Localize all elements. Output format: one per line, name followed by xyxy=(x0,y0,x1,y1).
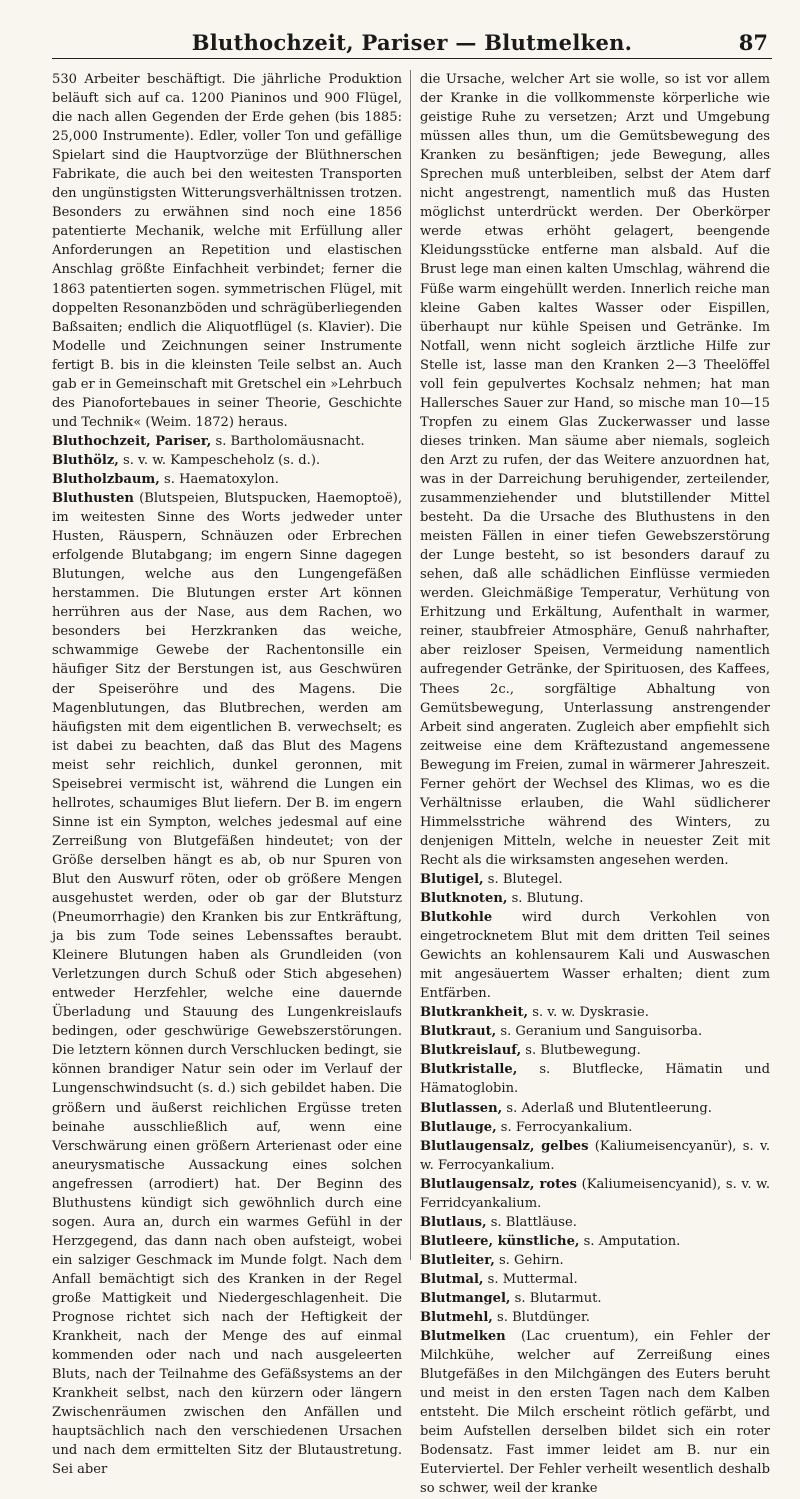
entry-text: (Blutspeien, Blutspucken, Haemoptoë), im weitesten Sinne des Worts jedweder unter Husten, Räuspern, Schnäuzen oder Erbrechen erfolgende Blutabgang; im engern Sinne dagegen Blutungen, welche aus den Lungengefäßen herstammen. Die Blutungen erster Art können herrühren aus der Nase, aus dem Rachen, wo besonders bei Herzkranken das weiche, schwammige Gewebe der Rachentonsille ein häufiger Sitz der Berstungen ist, aus Geschwüren der Speiseröhre und des Magens. Die Magenblutungen, das Blutbrechen, werden am häufigsten mit dem eigentlichen B. verwechselt; es ist dabei zu beachten, daß das Blut des Magens meist sehr reichlich, dunkel geronnen, mit Speisebrei vermischt ist, während die Lungen ein hellrotes, schaumiges Blut liefern. Der B. im engern Sinne ist ein Sympton, welches jedesmal auf eine Zerreißung von Blutgefäßen hindeutet; von der Größe derselben hängt es ab, ob nur Spuren von Blut den Auswurf röten, oder ob größere Mengen ausgehustet werden, oder ob gar der Blutsturz (Pneumorrhagie) den Kranken bis zur Entkräftung, ja bis zum Tode seines Lebenssaftes beraubt. Kleinere Blutungen haben als Grundleiden (von Verletzungen durch Schuß oder Stich abgesehen) entweder Herzfehler, welche eine dauernde Überladung und Stauung des Lungenkreislaufs bedingen, oder geschwürige Gewebszerstörungen. Die letztern können durch Verschlucken bedingt, sie können brandiger Natur sein oder im Verlauf der Lungenschwindsucht (s. d.) sich gebildet haben. Die größern und äußerst reichlichen Ergüsse treten beinahe ausschließlich auf, wenn eine Verschwärung einen größern Arterienast oder eine aneurysmatische Aussackung eines solchen angefressen (arrodiert) hat. Der Beginn des Bluthustens kündigt sich gewöhnlich durch eine sogen. Aura an, durch ein warmes Gefühl in der Herzgegend, das dann nach oben aufsteigt, wobei ein salziger Geschmack im Munde folgt. Nach dem Anfall bemächtigt sich des Kranken in der Regel große Mattigkeit und Niedergeschlagenheit. Die Prognose richtet sich nach der Heftigkeit der Krankheit, nach der Menge des auf einmal kommenden oder nach und nach ausgeleerten Bluts, nach der Teilnahme des Gefäßsystems an der Krankheit selbst, nach den kürzern oder längern Zwischenräumen zwischen den Anfällen und hauptsächlich nach den verschiedenen Ursachen und nach dem ermittelten Sitz der Blutaustretung. Sei aber xyxy=(52,491,402,1478)
entry-headword: Blutkristalle, xyxy=(420,1062,518,1078)
left-column xyxy=(52,70,402,1478)
dictionary-entry xyxy=(420,1041,770,1060)
entry-headword: Blutmal, xyxy=(420,1271,484,1287)
entry-headword: Blutholzbaum, xyxy=(52,471,160,487)
dictionary-entry xyxy=(420,1022,770,1041)
entry-headword: Bluthochzeit, Pariser, xyxy=(52,433,212,449)
dictionary-entry xyxy=(52,451,402,470)
entry-headword: Blutmangel, xyxy=(420,1291,511,1306)
entry-headword: Blutkreislauf, xyxy=(420,1043,522,1059)
right-column xyxy=(420,70,771,1497)
entry-headword: Blutkohle xyxy=(420,910,493,926)
dictionary-entry xyxy=(52,470,402,489)
entry-headword: Blutkraut, xyxy=(420,1024,497,1040)
column-divider xyxy=(410,70,411,1260)
entry-headword: Blutleere, künstliche, xyxy=(420,1233,580,1249)
dictionary-entry xyxy=(420,1289,770,1308)
entry-text: s. Amputation. xyxy=(579,1233,681,1249)
entry-headword: Blutlaugensalz, rotes xyxy=(420,1176,577,1192)
entry-text: (Lac cruentum), ein Fehler der Milchkühe, welcher auf Zerreißung eines Blutgefäßes in den Milchgängen des Euters beruht und meist in den ersten Tagen nach dem Kalben entsteht. Die Milch erscheint rötlich gefärbt, und beim Aufstellen derselben bildet sich ein roter Bodensatz. Fast immer leidet am B. nur ein Euterviertel. Der Fehler verheilt wesentlich deshalb so schwer, weil der kranke xyxy=(420,1329,770,1497)
page-number: 87 xyxy=(738,30,768,55)
entry-text: s. Geranium und Sanguisorba. xyxy=(496,1024,703,1040)
entry-text: s. Aderlaß und Blutentleerung. xyxy=(502,1100,712,1116)
entry-headword: Blutigel, xyxy=(420,871,484,887)
dictionary-entry xyxy=(420,1003,770,1022)
entry-text: s. Muttermal. xyxy=(483,1271,578,1287)
entry-text: s. Gehirn. xyxy=(494,1252,564,1268)
dictionary-entry xyxy=(420,1232,770,1251)
entry-text: s. Blutdünger. xyxy=(492,1310,590,1326)
entry-headword: Blutmehl, xyxy=(420,1310,493,1326)
entry-headword: Blutlauge, xyxy=(420,1119,497,1135)
running-head: Bluthochzeit, Pariser — Blutmelken. xyxy=(191,30,633,55)
dictionary-entry xyxy=(420,1327,770,1498)
dictionary-entry xyxy=(420,1060,770,1098)
entry-headword: Bluthölz, xyxy=(52,452,119,468)
entry-text: s. Haematoxylon. xyxy=(159,471,279,487)
dictionary-entry xyxy=(420,1137,770,1175)
dictionary-entry xyxy=(420,908,770,1003)
entry-headword: Blutleiter, xyxy=(420,1252,495,1268)
dictionary-entry xyxy=(420,1175,770,1213)
dictionary-entry xyxy=(420,1213,770,1232)
page-header xyxy=(52,28,772,59)
entry-text: s. Blutung. xyxy=(507,891,584,907)
entry-headword: Blutknoten, xyxy=(420,891,508,907)
dictionary-entry xyxy=(420,1251,770,1270)
dictionary-entry xyxy=(420,70,770,870)
dictionary-entry xyxy=(52,70,402,432)
dictionary-entry xyxy=(420,889,770,908)
entry-text: s. v. w. Kampescheholz (s. d.). xyxy=(118,452,321,468)
entry-text: s. Blutegel. xyxy=(483,871,563,887)
entry-text: (Kaliumeisencyanid), s. v. w. Ferridcyankalium. xyxy=(420,1176,771,1211)
entry-text: s. Blutbewegung. xyxy=(521,1043,641,1059)
dictionary-entry xyxy=(420,1118,770,1137)
entry-text: s. Blattläuse. xyxy=(486,1214,577,1230)
entry-headword: Bluthusten xyxy=(52,491,134,507)
entry-headword: Blutlaus, xyxy=(420,1214,487,1230)
entry-headword: Blutlaugensalz, gelbes xyxy=(420,1138,589,1154)
entry-text: (Kaliumeisencyanür), s. v. w. Ferrocyankalium. xyxy=(420,1138,770,1173)
entry-text: s. Bartholomäusnacht. xyxy=(211,433,365,449)
dictionary-entry xyxy=(52,489,402,1479)
entry-headword: Blutmelken xyxy=(420,1329,506,1345)
entry-text: wird durch Verkohlen von eingetrocknetem Blut mit dem dritten Teil seines Gewichts an kohlensaurem Kali und Auswaschen mit angesäuertem Wasser erhalten; dient zum Entfärben. xyxy=(420,910,770,1002)
dictionary-entry xyxy=(420,1099,770,1118)
entry-text: s. Blutflecke, Hämatin und Hämatoglobin. xyxy=(420,1062,770,1097)
entry-text: s. Blutarmut. xyxy=(510,1291,602,1306)
dictionary-entry xyxy=(420,1308,770,1327)
dictionary-entry xyxy=(420,870,770,889)
dictionary-entry xyxy=(420,1270,770,1289)
entry-text: s. v. w. Dyskrasie. xyxy=(528,1005,649,1021)
entry-headword: Blutkrankheit, xyxy=(420,1005,529,1021)
entry-text: 530 Arbeiter beschäftigt. Die jährliche Produktion beläuft sich auf ca. 1200 Pianinos und 900 Flügel, die nach allen Gegenden der Erde gehen (bis 1885: 25,000 Instrumente). Edler, voller Ton und gefällige Spielart sind die Hauptvorzüge der Blüthnerschen Fabrikate, die auch bei den weitesten Transporten den ungünstigsten Witterungsverhältnissen trotzen. Besonders zu erwähnen sind noch eine 1856 patentierte Mechanik, welche mit Erfüllung aller Anforderungen an Repetition und elastischen Anschlag größte Einfachheit verbindet; ferner die 1863 patentierten sogen. symmetrischen Flügel, mit doppelten Resonanzböden und schrägüberliegenden Baßsaiten; endlich die Aliquotflügel (s. Klavier). Die Modelle und Zeichnungen seiner Instrumente fertigt B. bis in die kleinsten Teile selbst an. Auch gab er in Gemeinschaft mit Gretschel ein »Lehrbuch des Pianofortebaues in seiner Theorie, Geschichte und Technik« (Weim. 1872) heraus. xyxy=(52,72,402,430)
entry-text: die Ursache, welcher Art sie wolle, so ist vor allem der Kranke in die vollkommenste körperliche wie geistige Ruhe zu versetzen; Arzt und Umgebung müssen alles thun, um die Gemütsbewegung des Kranken zu besänftigen; jede Bewegung, alles Sprechen muß unterbleiben, selbst der Atem darf nicht angestrengt, namentlich muß das Husten möglichst unterdrückt werden. Der Oberkörper werde etwas erhöht gelagert, beengende Kleidungsstücke entferne man alsbald. Auf die Brust lege man einen kalten Umschlag, während die Füße warm eingehüllt werden. Innerlich reiche man kleine Gaben kaltes Wasser oder Eispillen, überhaupt nur kühle Speisen und Getränke. Im Notfall, wenn nicht sogleich ärztliche Hilfe zur Stelle ist, lasse man den Kranken 2—3 Theelöffel voll fein gepulvertes Kochsalz nehmen; hat man Hallersches Sauer zur Hand, so mische man 10—15 Tropfen zu einem Glas Zuckerwasser und lasse dieses trinken. Man säume aber niemals, sogleich den Arzt zu rufen, der das Weitere anzuordnen hat, was in der Darreichung beruhigender, zerteilender, zusammenziehender und blutstillender Mittel besteht. Da die Ursache des Bluthustens in den meisten Fällen in einer tiefen Gewebszerstörung der Lunge besteht, so ist besonders darauf zu sehen, daß alle schädlichen Einflüsse vermieden werden. Gleichmäßige Temperatur, Verhütung von Erhitzung und Erkältung, Aufenthalt in warmer, reiner, staubfreier Atmosphäre, Genuß nahrhafter, aber reizloser Speisen, Vermeidung namentlich aufregender Getränke, der Spirituosen, des Kaffees, Thees 2c., sorgfältige Abhaltung von Gemütsbewegung, Unterlassung anstrengender Arbeit sind angeraten. Zugleich aber empfiehlt sich zeitweise eine dem Kräftezustand angemessene Bewegung im Freien, zumal in wärmerer Jahreszeit. Ferner gehört der Wechsel des Klimas, wo es die Verhältnisse erlauben, die Wahl südlicherer Himmelsstriche während des Winters, zu denjenigen Mitteln, welche in neuester Zeit mit Recht als die wirksamsten angesehen werden. xyxy=(420,72,770,868)
dictionary-entry xyxy=(52,432,402,451)
entry-headword: Blutlassen, xyxy=(420,1100,503,1116)
entry-text: s. Ferrocyankalium. xyxy=(496,1119,633,1135)
